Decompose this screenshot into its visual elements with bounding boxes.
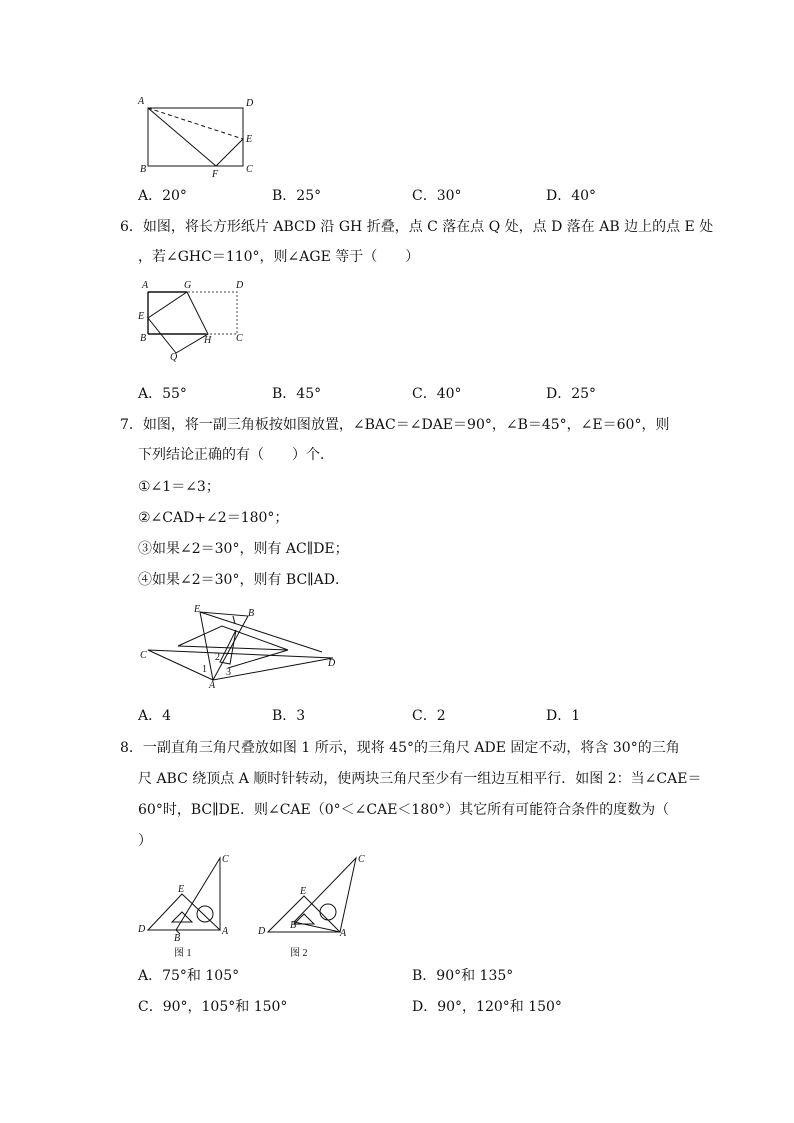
q6-label-q: Q	[170, 352, 178, 363]
q8-option-d[interactable]: D．90°，120°和 150°	[412, 999, 562, 1015]
q8-option-b[interactable]: B．90°和 135°	[412, 968, 514, 984]
q7-label-1: 1	[202, 664, 207, 675]
q5-label-e: E	[246, 134, 253, 145]
q8-stem-line3: 60°时，BC∥DE．则∠CAE（0°＜∠CAE＜180°）其它所有可能符合条件的度数为（	[138, 802, 670, 818]
q6-stem-line1: 6．如图，将长方形纸片 ABCD 沿 GH 折叠，点 C 落在点 Q 处，点 D 落在 AB 边上的点 E 处	[120, 219, 714, 235]
q7-option-d[interactable]: D．1	[546, 708, 581, 724]
q5-label-c: C	[246, 164, 253, 175]
q7-statement-1: ①∠1＝∠3；	[138, 479, 220, 495]
q5-label-f: F	[212, 169, 219, 180]
q6-option-c[interactable]: C．40°	[412, 386, 462, 402]
q5-label-b: B	[140, 164, 147, 175]
q6-option-d[interactable]: D．25°	[546, 386, 597, 402]
q7-label-d: D	[328, 658, 336, 669]
q7-figure	[138, 602, 342, 694]
q6-label-e: E	[138, 311, 145, 322]
q8-figure-2	[256, 854, 372, 958]
q6-label-c: C	[236, 333, 243, 344]
q6-label-b: B	[140, 333, 147, 344]
q8-fig1-label-d: D	[138, 924, 146, 935]
q7-statement-4: ④如果∠2＝30°，则有 BC∥AD．	[138, 572, 349, 588]
q6-label-d: D	[236, 280, 244, 291]
q7-label-2: 2	[215, 652, 220, 663]
q8-stem-line1: 8．一副直角三角尺叠放如图 1 所示，现将 45°的三角尺 ADE 固定不动，将含 30°的三角	[120, 740, 680, 756]
q7-statement-3: ③如果∠2＝30°，则有 AC∥DE；	[138, 541, 349, 557]
q8-fig1-label-a: A	[222, 926, 229, 937]
q8-stem-line4: ）	[138, 833, 152, 849]
q8-fig2-caption: 图 2	[290, 948, 308, 959]
q5-option-d[interactable]: D．40°	[546, 188, 597, 204]
q7-option-a[interactable]: A．4	[138, 708, 172, 724]
q7-label-e: E	[194, 604, 201, 615]
q8-fig1-label-b: B	[174, 933, 181, 944]
q5-option-b[interactable]: B．25°	[272, 188, 322, 204]
q8-figure-1	[138, 854, 240, 958]
q8-fig1-caption: 图 1	[174, 948, 192, 959]
q7-label-c: C	[140, 650, 147, 661]
q8-figure-1-drawing	[138, 854, 240, 958]
q6-stem-line2: ，若∠GHC＝110°，则∠AGE 等于（ ）	[138, 249, 420, 265]
q6-figure-drawing	[136, 280, 256, 366]
q8-fig2-label-b: B	[290, 920, 297, 931]
q8-figure-2-drawing	[256, 854, 372, 958]
q7-statement-2: ②∠CAD+∠2＝180°；	[138, 510, 289, 526]
q6-label-h: H	[204, 335, 212, 346]
q7-stem-line1: 7．如图，将一副三角板按如图放置，∠BAC＝∠DAE＝90°，∠B＝45°，∠E＝60°，则	[120, 417, 670, 433]
q8-stem-line2: 尺 ABC 绕顶点 A 顺时针转动，使两块三角尺至少有一组边互相平行．如图 2：当∠CAE＝	[138, 771, 702, 787]
q8-fig2-label-e: E	[300, 886, 307, 897]
q8-fig1-label-e: E	[178, 884, 185, 895]
q5-option-c[interactable]: C．30°	[412, 188, 462, 204]
q8-fig1-label-c: C	[222, 854, 229, 865]
q7-figure-drawing	[138, 602, 342, 694]
q6-figure	[136, 280, 256, 366]
q6-label-a: A	[142, 280, 149, 291]
q8-option-a[interactable]: A．75°和 105°	[138, 968, 240, 984]
q6-option-a[interactable]: A．55°	[138, 386, 187, 402]
q7-option-b[interactable]: B．3	[272, 708, 306, 724]
q6-option-b[interactable]: B．45°	[272, 386, 322, 402]
q5-label-a: A	[138, 96, 145, 107]
q7-stem-line2: 下列结论正确的有（ ）个．	[138, 447, 334, 463]
q5-label-d: D	[246, 98, 254, 109]
q7-label-a: A	[209, 680, 216, 691]
q8-fig2-label-c: C	[358, 854, 365, 865]
q7-label-3: 3	[226, 667, 231, 678]
q7-label-b: B	[248, 608, 255, 619]
q8-fig2-label-d: D	[258, 926, 266, 937]
q5-option-a[interactable]: A．20°	[138, 188, 187, 204]
q8-fig2-label-a: A	[340, 928, 347, 939]
q5-figure	[136, 96, 266, 182]
q6-label-g: G	[184, 280, 192, 291]
q8-option-c[interactable]: C．90°，105°和 150°	[138, 999, 288, 1015]
q7-option-c[interactable]: C．2	[412, 708, 446, 724]
